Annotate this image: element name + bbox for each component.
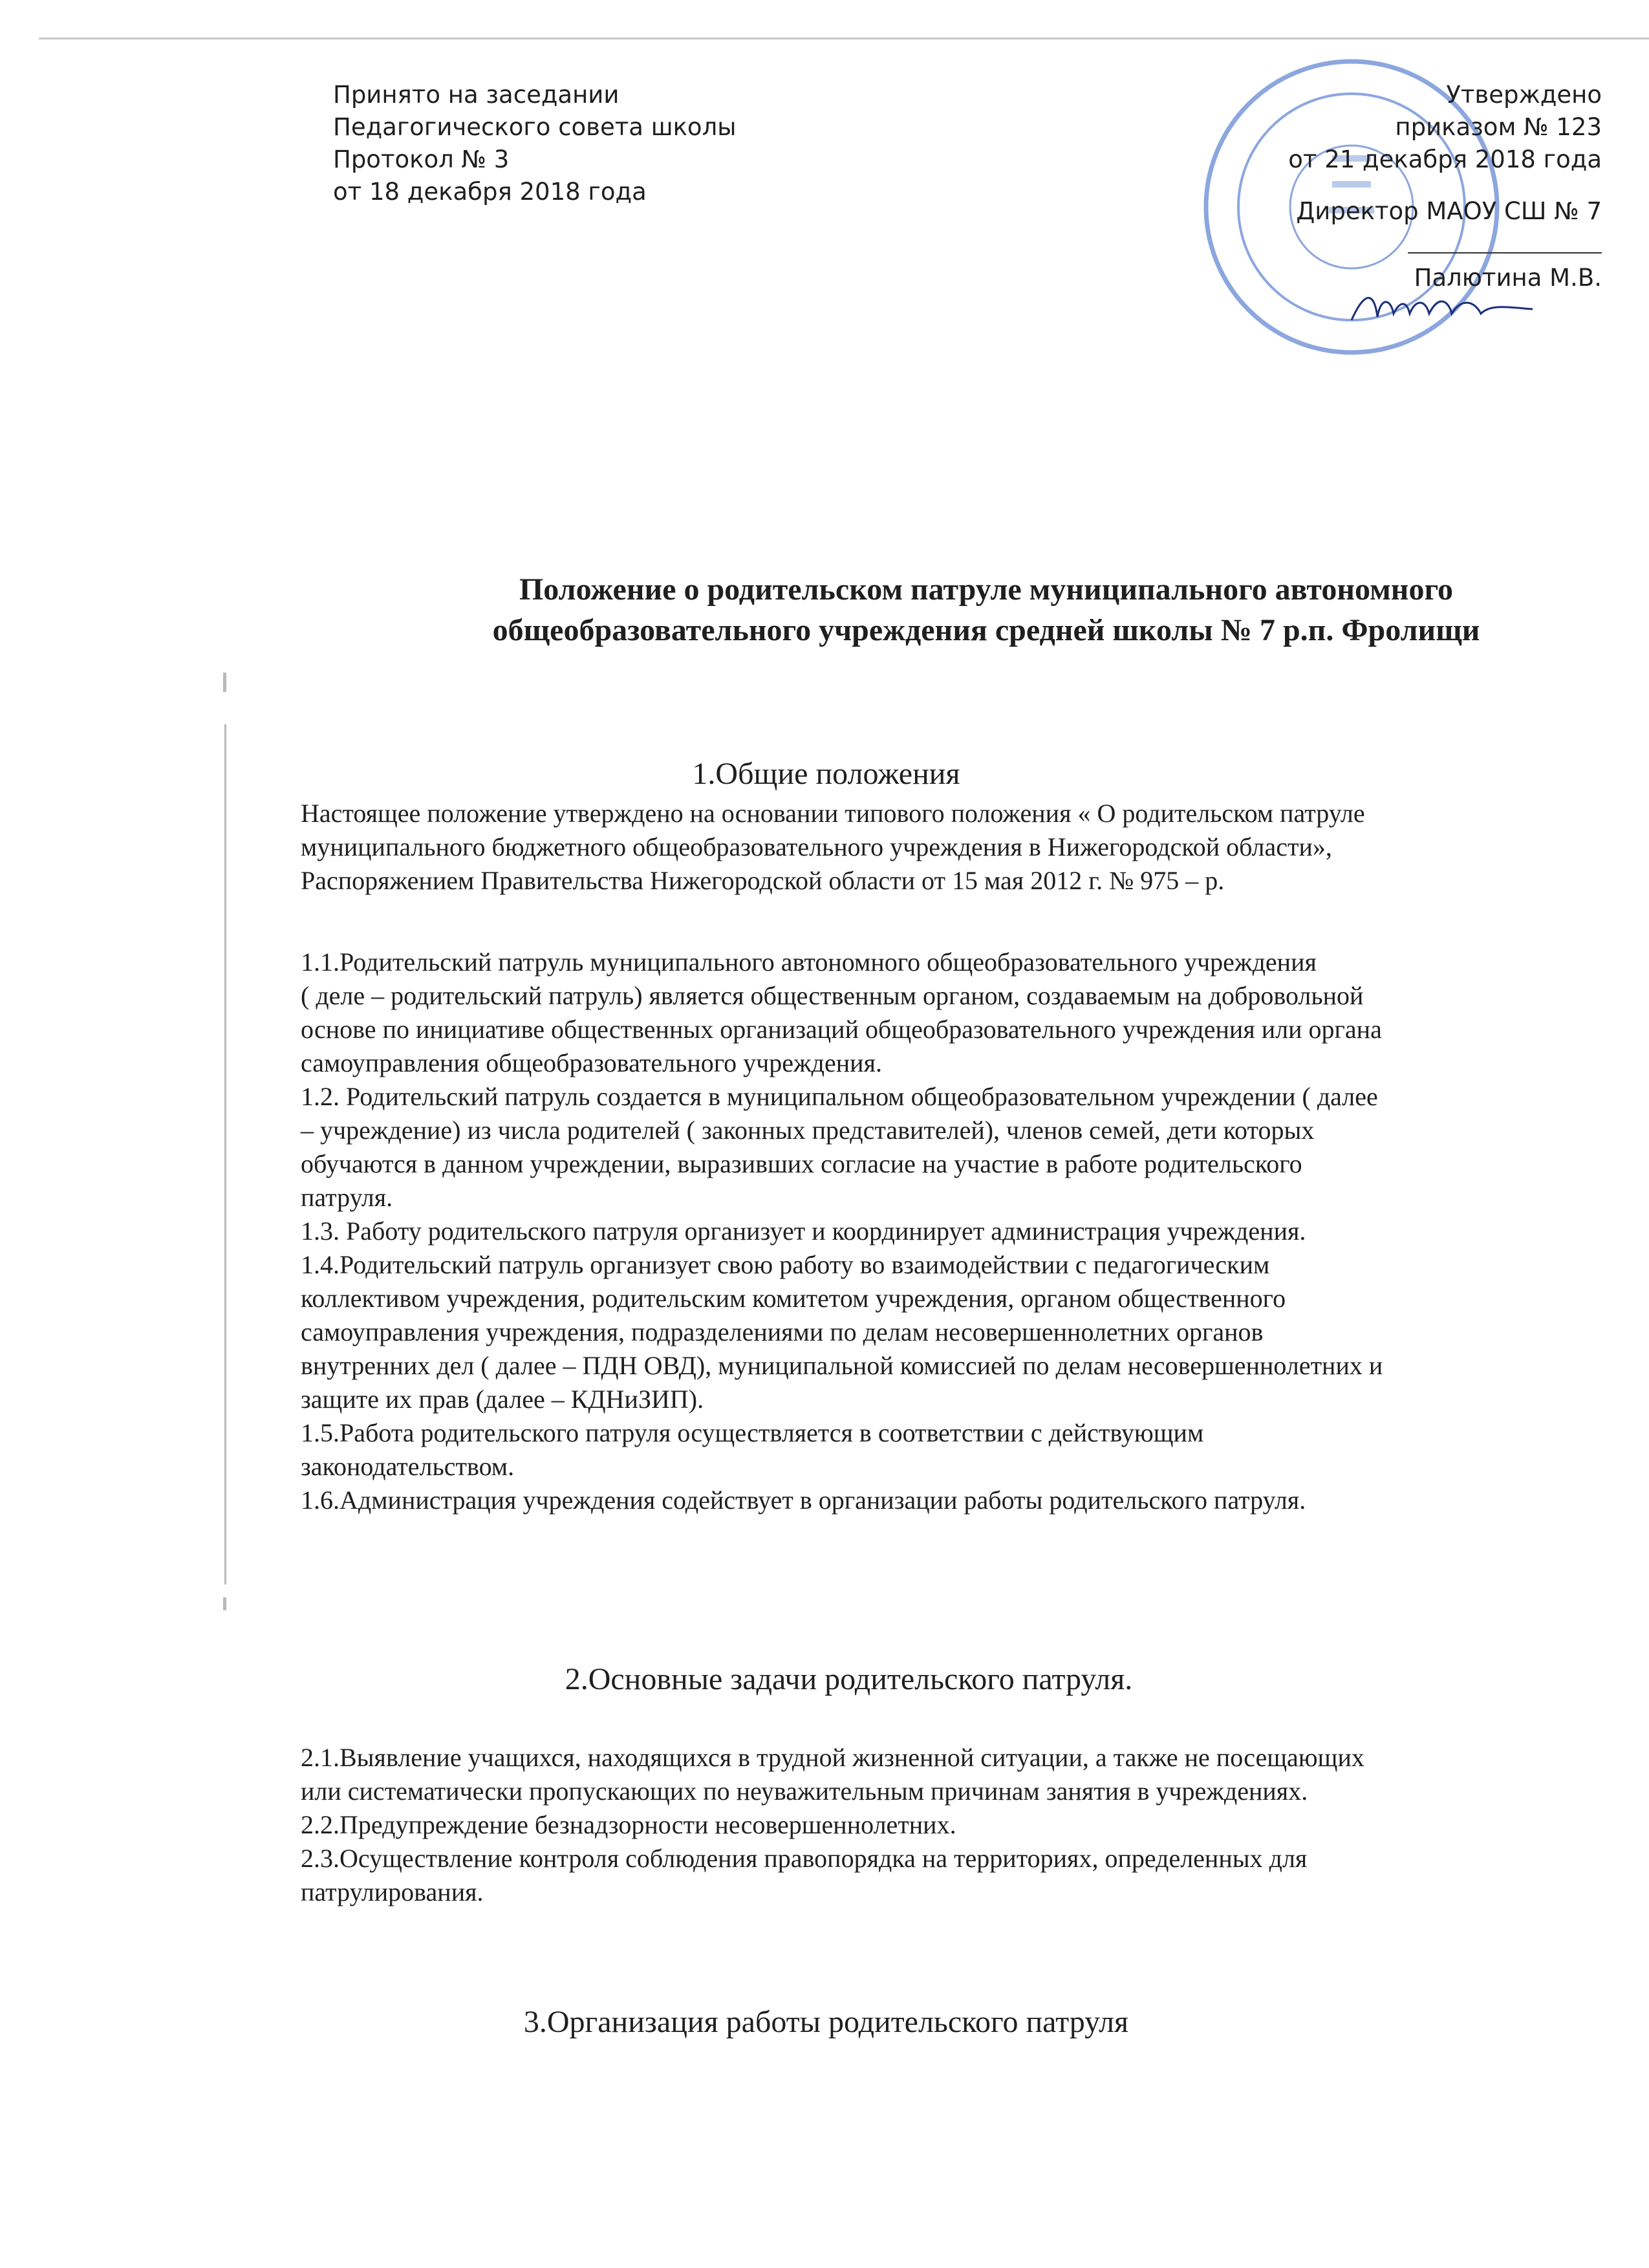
approval-line: Педагогического совета школы — [333, 113, 737, 141]
scan-top-edge — [39, 38, 1649, 39]
signature — [1345, 285, 1539, 336]
document-title: Положение о родительском патруле муниципального автономного общеобразовательного учреждения средней школы № 7 р.п. Фролищи — [492, 572, 1480, 647]
section-intro: Настоящее положение утверждено на основании типового положения « О родительском патруле муниципального бюджетного общеобразовательного учреждения в Нижегородской области», Распоряжением Правительства Нижегородской области от 15 мая 2012 г. № 975 – р. — [301, 799, 1365, 895]
section-heading: 3.Организация работы родительского патруля — [523, 2005, 1129, 2039]
director-title: Директор МАОУ СШ № 7 — [1296, 197, 1602, 225]
approval-line: от 18 декабря 2018 года — [333, 178, 647, 206]
section-body: 2.1.Выявление учащихся, находящихся в трудной жизненной ситуации, а также не посещающих или систематически пропускающих по неуважительным причинам занятия в учреждениях. 2.2.Предупреждение безнадзорности несовершеннолетних. 2.3.Осуществление контроля соблюдения правопорядка на территориях, определенных для патрулирования. — [301, 1743, 1364, 1906]
section-heading: 2.Основные задачи родительского патруля. — [565, 1662, 1133, 1696]
margin-line — [224, 724, 226, 1584]
approval-line: Протокол № 3 — [333, 146, 510, 173]
approved-line: Утверждено — [1446, 81, 1602, 109]
signature-line — [1408, 228, 1602, 254]
approved-block — [1020, 79, 1602, 294]
approved-line: от 21 декабря 2018 года — [1288, 146, 1602, 173]
approved-line: приказом № 123 — [1395, 113, 1602, 141]
approval-block — [333, 79, 736, 208]
director-name: Палютина М.В. — [1414, 264, 1602, 292]
margin-mark — [223, 673, 226, 692]
margin-mark — [223, 1597, 226, 1610]
section-heading: 1.Общие положения — [692, 757, 960, 791]
section-body: 1.1.Родительский патруль муниципального автономного общеобразовательного учреждения ( деле – родительский патруль) является общественным органом, создаваемым на добровольной основе по инициативе общественных организаций общеобразовательного учреждения или органа самоуправления общеобразовательного учреждения. 1.2. Родительский патруль создается в муниципальном общеобразовательном учреждении ( далее – учреждение) из числа родителей ( законных представителей), членов семей, дети которых обучаются в данном учреждении, выразивших согласие на участие в работе родительского патруля. 1.3. Работу родительского патруля организует и координирует администрация учреждения. 1.4.Родительский патруль организует свою работу во взаимодействии с педагогическим коллективом учреждения, родительским комитетом учреждения, органом общественного самоуправления учреждения, подразделениями по делам несовершеннолетних органов внутренних дел ( далее – ПДН ОВД), муниципальной комиссией по делам несовершеннолетних и защите их прав (далее – КДНиЗИП). 1.5.Работа родительского патруля осуществляется в соответствии с действующим законодательством. 1.6.Администрация учреждения содействует в организации работы родительского патруля. — [301, 947, 1383, 1515]
approval-line: Принято на заседании — [333, 81, 620, 109]
